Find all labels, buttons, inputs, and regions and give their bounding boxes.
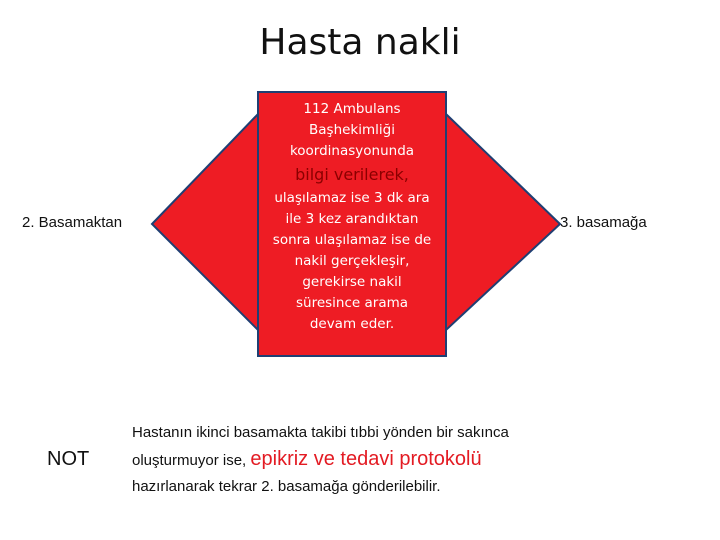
note-line-1: Hastanın ikinci basamakta takibi tıbbi yönden bir sakınca — [132, 424, 509, 441]
page-title: Hasta nakli — [259, 22, 461, 63]
center-line: devam eder. — [309, 316, 395, 332]
center-highlight: bilgi verilerek, — [295, 165, 409, 184]
center-line: süresince arama — [295, 295, 409, 311]
left-label: 2. Basamaktan — [22, 214, 123, 231]
center-line: nakil gerçekleşir, — [294, 253, 410, 269]
center-line: koordinasyonunda — [289, 143, 415, 159]
center-line: sonra ulaşılamaz ise de — [272, 232, 432, 248]
note-label: NOT — [47, 448, 90, 470]
center-line: ile 3 kez arandıktan — [285, 211, 419, 227]
center-text — [258, 99, 446, 335]
center-line: 112 Ambulans — [303, 101, 401, 117]
note-text — [132, 420, 692, 500]
center-line: ulaşılamaz ise 3 dk ara — [274, 190, 430, 206]
note-line-2 — [132, 446, 692, 474]
center-line: Başhekimliği — [309, 122, 395, 138]
right-label: 3. basamağa — [560, 214, 647, 231]
note-line-3: hazırlanarak tekrar 2. basamağa gönderilebilir. — [132, 478, 441, 495]
note-emphasis: epikriz ve tedavi protokolü — [250, 448, 482, 470]
center-line: gerekirse nakil — [302, 274, 402, 290]
note-line-2-pre: oluşturmuyor ise, — [132, 452, 247, 469]
